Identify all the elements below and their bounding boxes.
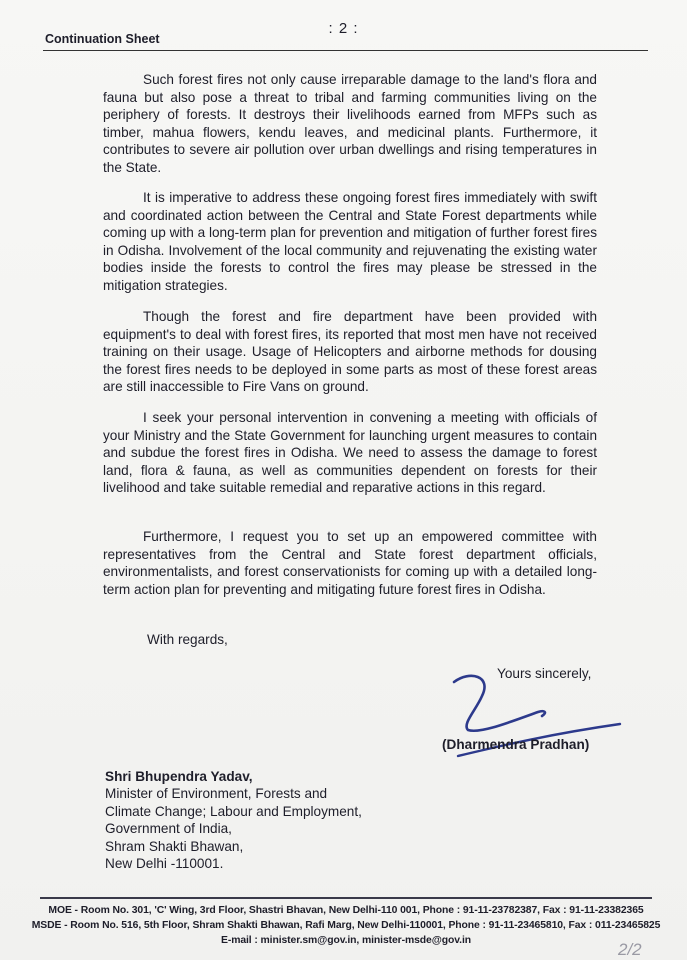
footer-msde-address: MSDE - Room No. 516, 5th Floor, Shram Shakti Bhawan, Rafi Marg, New Delhi-110001, Phone : 91-11-23465810, Fax : 011-23465825 bbox=[31, 920, 661, 931]
addressee-line: New Delhi -110001. bbox=[105, 856, 224, 872]
addressee-line: Government of India, bbox=[105, 821, 232, 837]
letter-paragraph: Furthermore, I request you to set up an empowered committee with representatives from the Central and State forest department officials, environmentalists, and forest conservationists for coming up with a detailed long-term action plan for preventing and mitigating future forest fires in Odisha. bbox=[103, 529, 597, 597]
addressee-line: Shram Shakti Bhawan, bbox=[105, 838, 244, 854]
footer-moe-address: MOE - Room No. 301, 'C' Wing, 3rd Floor, Shastri Bhavan, New Delhi-110 001, Phone : 91-11-23782387, Fax : 91-11-23382365 bbox=[48, 905, 644, 916]
addressee-line: Climate Change; Labour and Employment, bbox=[105, 803, 362, 819]
continuation-sheet-label: Continuation Sheet bbox=[45, 32, 160, 46]
addressee-line: Minister of Environment, Forests and bbox=[105, 786, 328, 802]
footer-email: E-mail : minister.sm@gov.in, minister-msde@gov.in bbox=[221, 935, 471, 946]
letter-paragraph: It is imperative to address these ongoing forest fires immediately with swift and coordinated action between the Central and State Forest departments while coming up with a long-term plan for prevention and mitigation of further forest fires in Odisha. Involvement of the local community and rejuvenating the existing water bodies inside the forests to control the fires may please be stressed in the mitigation strategies. bbox=[103, 190, 597, 293]
letter-paragraph: Such forest fires not only cause irreparable damage to the land's flora and fauna but also pose a threat to tribal and farming communities living on the periphery of forests. It destroys their livelihoods earned from MFPs such as timber, mahua flowers, kendu leaves, and medicinal plants. Furthermore, it contributes to severe air pollution over urban dwellings and rising temperatures in the State. bbox=[103, 72, 597, 175]
header-divider bbox=[43, 50, 648, 51]
regards-text: With regards, bbox=[147, 632, 228, 647]
footer-divider bbox=[40, 897, 652, 899]
yours-sincerely: Yours sincerely, bbox=[497, 666, 592, 681]
letterhead-footer bbox=[22, 903, 670, 948]
addressee-block bbox=[105, 768, 362, 872]
letter-paragraph: Though the forest and fire department have been provided with equipment's to deal with forest fires, its reported that most men have not received training on their usage. Usage of Helicopters and airborne methods for dousing the forest fires needs to be deployed in some parts as most of these forest areas are still inaccessible to Fire Vans on ground. bbox=[103, 309, 597, 395]
addressee-name: Shri Bhupendra Yadav, bbox=[105, 769, 253, 784]
page-marker: 2/2 bbox=[618, 940, 642, 959]
page-number: : 2 : bbox=[328, 20, 359, 37]
signer-name: (Dharmendra Pradhan) bbox=[442, 737, 590, 752]
letter-paragraph: I seek your personal intervention in convening a meeting with officials of your Ministry and the State Government for launching urgent measures to contain and subdue the forest fires in Odisha. We need to assess the damage to forest land, flora & fauna, as well as communities dependent on forests for their livelihood and take suitable remedial and reparative actions in this regard. bbox=[103, 410, 597, 496]
